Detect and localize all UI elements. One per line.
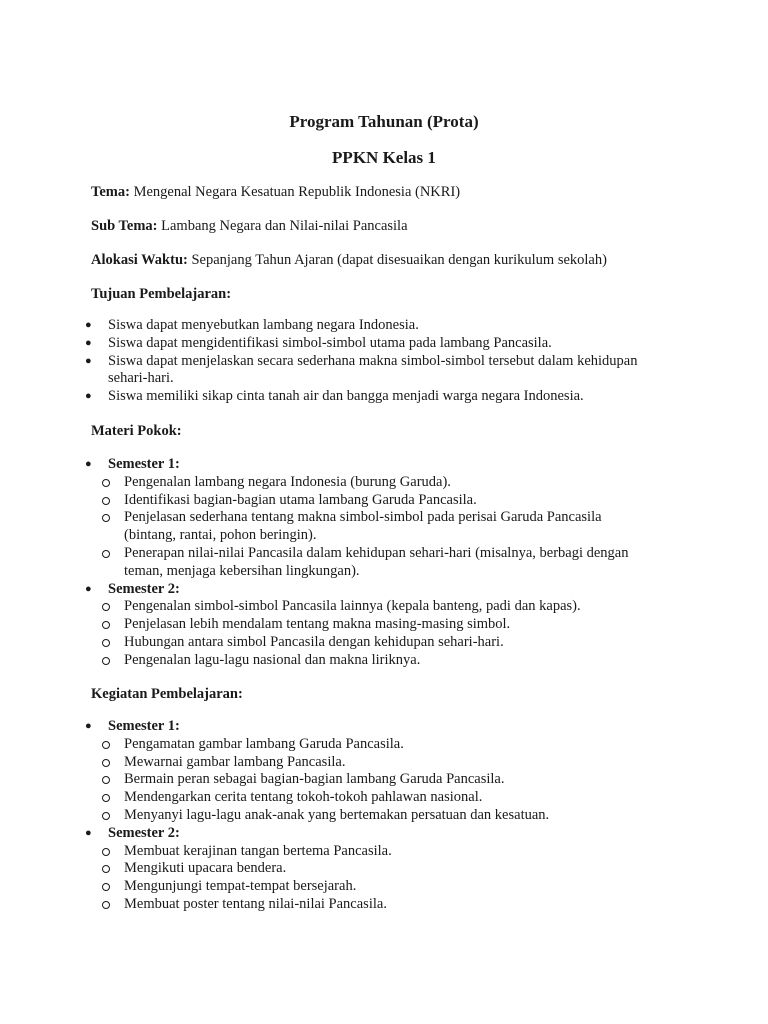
tema-line — [91, 183, 460, 201]
tema-value: Mengenal Negara Kesatuan Republik Indonesia (NKRI) — [129, 184, 461, 200]
sub-list-item-text: Bermain peran sebagai bagian-bagian lambang Garuda Pancasila. — [124, 771, 505, 788]
materi-semester-2-list — [108, 598, 668, 669]
sub-list-item-text: Hubungan antara simbol Pancasila dengan kehidupan sehari-hari. — [124, 633, 504, 650]
sub-list-item — [108, 474, 654, 492]
bullet-icon: ● — [85, 720, 92, 732]
circle-bullet-icon — [102, 657, 110, 665]
kegiatan-list — [0, 718, 668, 914]
sub-list-item-text: Mewarnai gambar lambang Pancasila. — [124, 753, 346, 770]
sub-list-item — [108, 789, 654, 807]
sub-list-item-text: Mengikuti upacara bendera. — [124, 860, 287, 877]
sub-tema-label: Sub Tema: — [91, 218, 158, 234]
tujuan-heading — [91, 285, 231, 303]
sub-list-item-text: Penerapan nilai-nilai Pancasila dalam kehidupan sehari-hari (misalnya, berbagi dengan teman, menjaga kebersihan lingkungan). — [124, 544, 629, 579]
bullet-icon: ● — [85, 336, 92, 349]
circle-bullet-icon — [102, 865, 110, 873]
tema-label: Tema: — [91, 184, 130, 200]
materi-heading-text: Materi Pokok: — [91, 423, 182, 439]
circle-bullet-icon — [102, 812, 110, 820]
list-item-text: Siswa dapat mengidentifikasi simbol-simbol utama pada lambang Pancasila. — [108, 334, 552, 351]
alokasi-waktu-label: Alokasi Waktu: — [91, 252, 188, 268]
sub-list-item-text: Pengenalan lambang negara Indonesia (burung Garuda). — [124, 473, 451, 490]
circle-bullet-icon — [102, 901, 110, 909]
circle-bullet-icon — [102, 794, 110, 802]
semester-item — [0, 456, 668, 581]
materi-semester-1-list — [108, 474, 668, 581]
bullet-icon: ● — [85, 582, 92, 595]
kegiatan-semester-1-list — [108, 736, 668, 825]
materi-list — [0, 456, 668, 670]
circle-bullet-icon — [102, 741, 110, 749]
sub-list-item-text: Menyanyi lagu-lagu anak-anak yang bertemakan persatuan dan kesatuan. — [124, 806, 550, 823]
list-item-text: Siswa dapat menyebutkan lambang negara Indonesia. — [108, 317, 419, 333]
sub-list-item-text: Membuat kerajinan tangan bertema Pancasila. — [124, 842, 392, 859]
list-item — [0, 317, 668, 335]
list-item — [0, 388, 668, 406]
circle-bullet-icon — [102, 759, 110, 767]
sub-list-item — [108, 878, 654, 896]
circle-bullet-icon — [102, 603, 110, 611]
list-item — [0, 335, 668, 353]
circle-bullet-icon — [102, 497, 110, 505]
sub-list-item — [108, 736, 654, 754]
list-item — [0, 353, 668, 389]
sub-list-item-text: Mengunjungi tempat-tempat bersejarah. — [124, 878, 357, 895]
circle-bullet-icon — [102, 550, 110, 558]
sub-list-item — [108, 860, 654, 878]
kegiatan-heading — [91, 685, 243, 703]
sub-tema-line — [91, 217, 408, 235]
alokasi-waktu-value: Sepanjang Tahun Ajaran (dapat disesuaikan dengan kurikulum sekolah) — [187, 252, 607, 268]
sub-list-item — [108, 509, 654, 545]
sub-tema-value: Lambang Negara dan Nilai-nilai Pancasila — [157, 218, 408, 234]
sub-list-item-text: Pengenalan lagu-lagu nasional dan makna liriknya. — [124, 651, 421, 668]
semester-item — [0, 825, 668, 914]
sub-list-item-text: Identifikasi bagian-bagian utama lambang Garuda Pancasila. — [124, 491, 477, 508]
list-item-text: Siswa memiliki sikap cinta tanah air dan bangga menjadi warga negara Indonesia. — [108, 388, 584, 405]
alokasi-waktu-line — [91, 251, 607, 269]
sub-list-item-text: Mendengarkan cerita tentang tokoh-tokoh pahlawan nasional. — [124, 789, 483, 806]
sub-list-item-text: Pengenalan simbol-simbol Pancasila lainnya (kepala banteng, padi dan kapas). — [124, 598, 581, 615]
bullet-icon: ● — [85, 390, 92, 403]
sub-list-item — [108, 754, 654, 772]
circle-bullet-icon — [102, 514, 110, 522]
sub-list-item — [108, 843, 654, 861]
circle-bullet-icon — [102, 639, 110, 647]
sub-list-item — [108, 896, 654, 914]
semester-label: Semester 1: — [108, 456, 180, 472]
list-item-text: Siswa dapat menjelaskan secara sederhana makna simbol-simbol tersebut dalam kehidupan sehari-hari. — [108, 352, 638, 387]
sub-list-item — [108, 652, 654, 670]
tujuan-list — [0, 317, 668, 406]
circle-bullet-icon — [102, 883, 110, 891]
document-subtitle: PPKN Kelas 1 — [332, 148, 436, 167]
circle-bullet-icon — [102, 848, 110, 856]
bullet-icon: ● — [85, 826, 92, 839]
semester-item — [0, 581, 668, 670]
circle-bullet-icon — [102, 621, 110, 629]
sub-list-item-text: Membuat poster tentang nilai-nilai Pancasila. — [124, 895, 387, 912]
semester-label: Semester 2: — [108, 580, 180, 597]
semester-label: Semester 1: — [108, 718, 180, 734]
sub-list-item-text: Penjelasan sederhana tentang makna simbol-simbol pada perisai Garuda Pancasila (bintang, rantai, pohon beringin). — [124, 509, 602, 544]
sub-list-item-text: Penjelasan lebih mendalam tentang makna masing-masing simbol. — [124, 616, 511, 633]
sub-list-item — [108, 545, 654, 581]
kegiatan-semester-2-list — [108, 843, 668, 914]
circle-bullet-icon — [102, 776, 110, 784]
sub-list-item — [108, 492, 654, 510]
document-title: Program Tahunan (Prota) — [289, 112, 479, 131]
bullet-icon: ● — [85, 354, 92, 367]
circle-bullet-icon — [102, 479, 110, 487]
sub-list-item — [108, 598, 654, 616]
sub-list-item — [108, 634, 654, 652]
tujuan-heading-text: Tujuan Pembelajaran: — [91, 286, 232, 302]
sub-list-item-text: Pengamatan gambar lambang Garuda Pancasila. — [124, 735, 404, 752]
semester-label: Semester 2: — [108, 824, 180, 841]
kegiatan-heading-text: Kegiatan Pembelajaran: — [91, 686, 243, 702]
bullet-icon: ● — [85, 458, 92, 470]
bullet-icon: ● — [85, 319, 92, 331]
semester-item — [0, 718, 668, 825]
materi-heading — [91, 422, 182, 440]
sub-list-item — [108, 771, 654, 789]
sub-list-item — [108, 616, 654, 634]
sub-list-item — [108, 807, 654, 825]
